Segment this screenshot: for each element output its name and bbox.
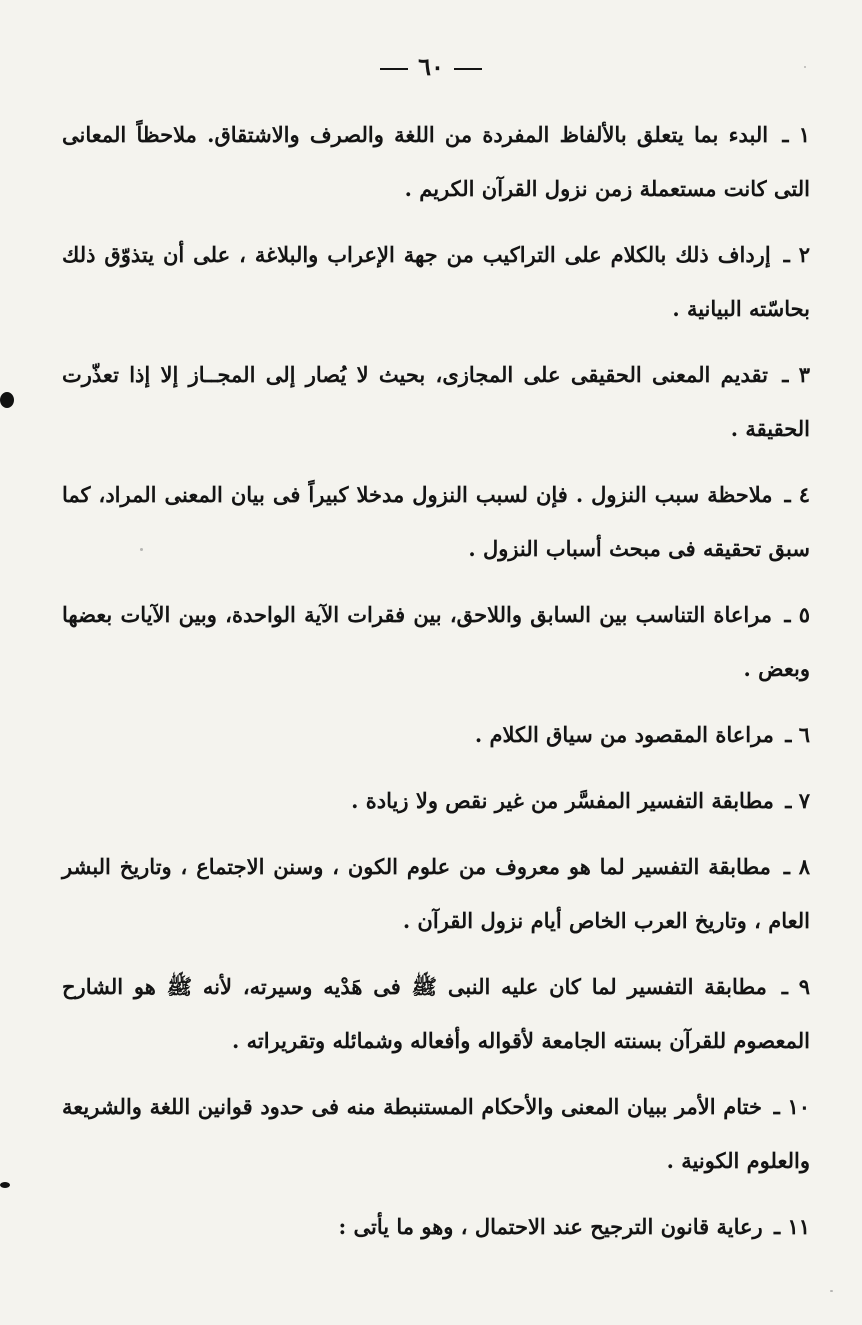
page-number <box>0 52 862 81</box>
item-text: مطابقة التفسير لما هو معروف من علوم الكون ، وسنن الاجتماع ، وتاريخ البشر العام ، وتاريخ العرب الخاص أيام نزول القرآن . <box>62 854 810 933</box>
item-text: مطابقة التفسير لما كان عليه النبى ﷺ فى هَدْيه وسيرته، لأنه ﷺ هو الشارح المعصوم للقرآن بسنته الجامعة لأقواله وأفعاله وشمائله وتقريراته . <box>62 974 810 1053</box>
item-text: ملاحظة سبب النزول . فإن لسبب النزول مدخلا كبيراً فى بيان المعنى المراد، كما سبق تحقيقه فى مبحث أسباب النزول . <box>62 482 810 561</box>
item-text: تقديم المعنى الحقيقى على المجازى، بحيث لا يُصار إلى المجــاز إلا إذا تعذّرت الحقيقة . <box>62 362 810 441</box>
item-number: ٨ ـ <box>783 854 811 879</box>
item-number: ٩ ـ <box>781 974 811 999</box>
item-text: رعاية قانون الترجيح عند الاحتمال ، وهو ما يأتى : <box>338 1214 763 1239</box>
list-item <box>62 1080 810 1188</box>
item-number: ٦ ـ <box>785 722 810 747</box>
item-number: ١٠ ـ <box>773 1094 811 1119</box>
item-text: ختام الأمر ببيان المعنى والأحكام المستنبطة منه فى حدود قوانين اللغة والشريعة والعلوم الكونية . <box>62 1094 810 1173</box>
item-text: البدء بما يتعلق بالألفاظ المفردة من اللغة والصرف والاشتقاق. ملاحظاً المعانى التى كانت مستعملة زمن نزول القرآن الكريم . <box>62 122 810 201</box>
item-number: ٤ ـ <box>784 482 810 507</box>
list-item <box>62 108 810 216</box>
numbered-list <box>62 108 810 1266</box>
paper-speck <box>804 66 806 68</box>
ink-blot-mark <box>0 392 14 408</box>
page-number-dash-right <box>454 68 482 70</box>
list-item <box>62 228 810 336</box>
item-text: مطابقة التفسير المفسَّر من غير نقص ولا زيادة . <box>351 788 774 813</box>
list-item <box>62 468 810 576</box>
item-number: ١ ـ <box>782 122 811 147</box>
list-item <box>62 840 810 948</box>
list-item <box>62 588 810 696</box>
list-item <box>62 774 810 828</box>
list-item <box>62 348 810 456</box>
item-text: مراعاة التناسب بين السابق واللاحق، بين فقرات الآية الواحدة، وبين الآيات بعضها وبعض . <box>62 602 810 681</box>
item-text: مراعاة المقصود من سياق الكلام . <box>474 722 774 747</box>
paper-speck <box>830 1290 833 1292</box>
item-number: ٧ ـ <box>785 788 810 813</box>
item-number: ١١ ـ <box>773 1214 810 1239</box>
page-number-text: ٦٠ <box>418 52 444 81</box>
page-number-dash-left <box>380 68 408 70</box>
list-item <box>62 960 810 1068</box>
list-item <box>62 1200 810 1254</box>
list-item <box>62 708 810 762</box>
item-number: ٥ ـ <box>784 602 811 627</box>
item-text: إرداف ذلك بالكلام على التراكيب من جهة الإعراب والبلاغة ، على أن يتذوّق ذلك بحاسّته البيانية . <box>62 242 810 321</box>
ink-blot-mark <box>0 1182 10 1188</box>
item-number: ٣ ـ <box>782 362 810 387</box>
paper-speck <box>140 548 143 551</box>
item-number: ٢ ـ <box>783 242 811 267</box>
